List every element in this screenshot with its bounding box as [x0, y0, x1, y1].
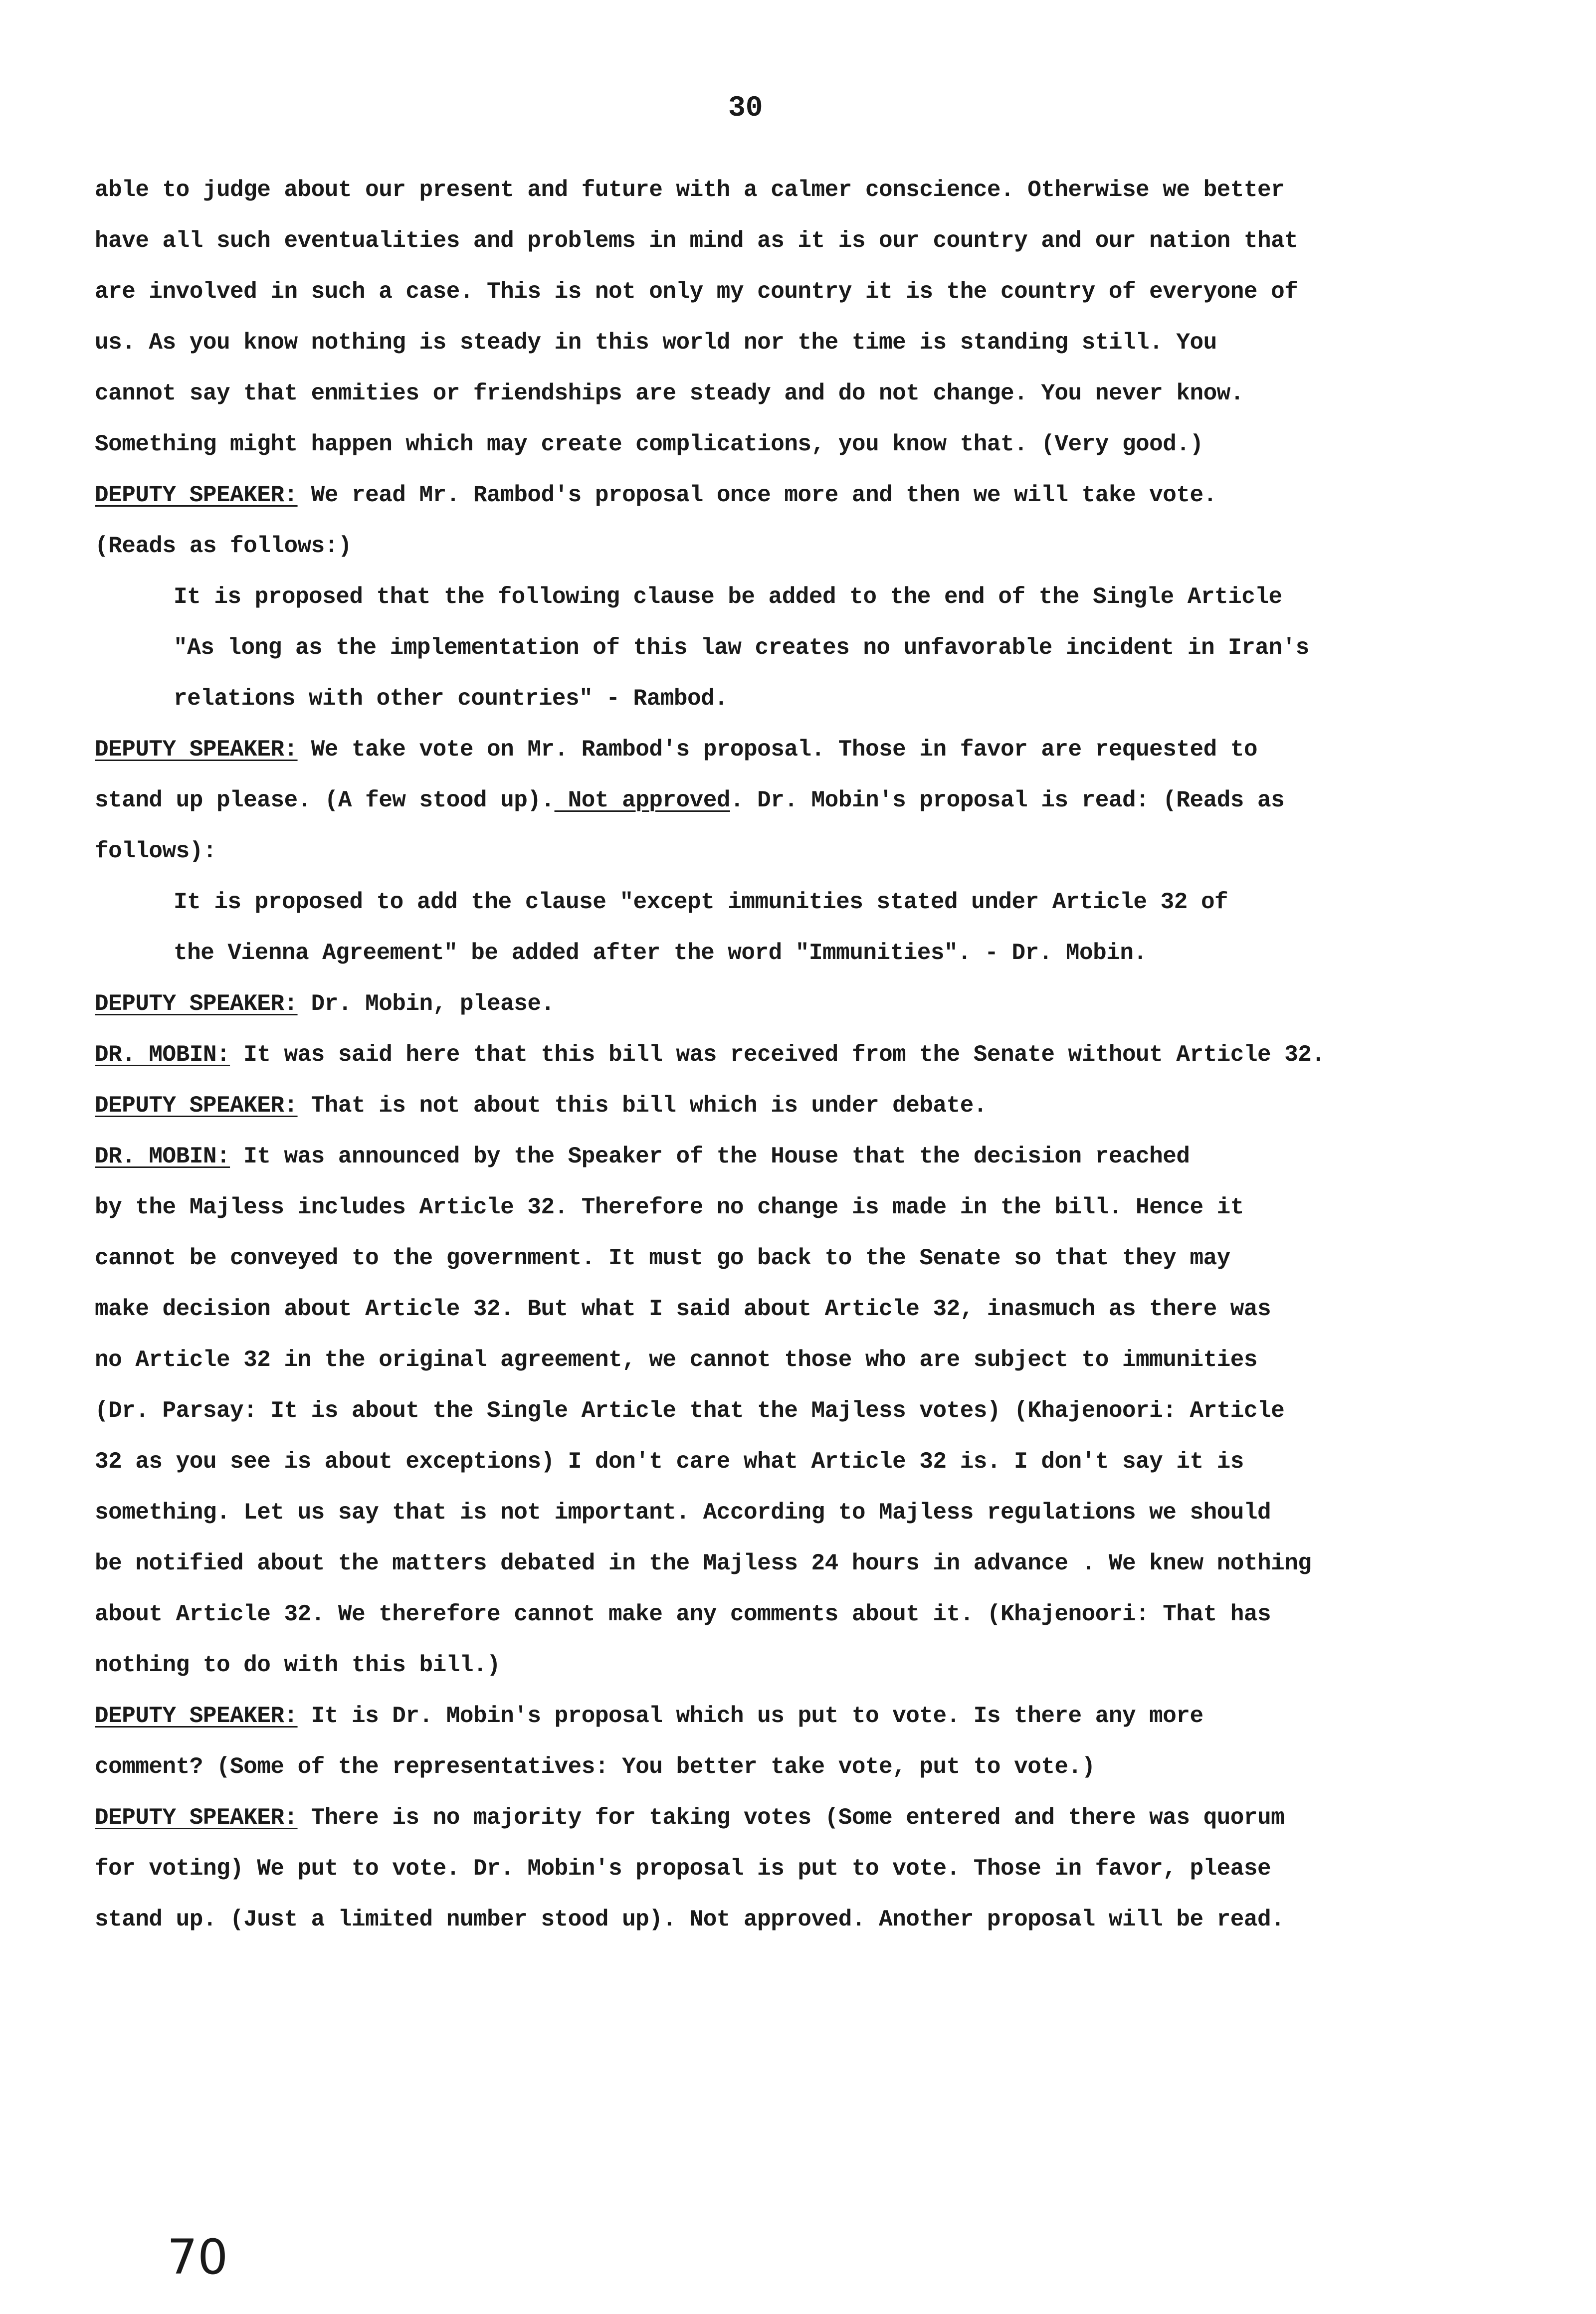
line-text: We read Mr. Rambod's proposal once more and then we will take vote. — [297, 482, 1217, 508]
text-line — [95, 215, 1506, 266]
line-text: It is proposed that the following clause be added to the end of the Single Article — [174, 584, 1282, 610]
line-text: Something might happen which may create complications, you know that. (Very good.) — [95, 431, 1203, 457]
line-text: It was announced by the Speaker of the House that the decision reached — [230, 1144, 1190, 1169]
text-line — [95, 572, 1506, 622]
line-text: It is Dr. Mobin's proposal which us put to vote. Is there any more — [297, 1703, 1203, 1729]
line-text: That is not about this bill which is under debate. — [297, 1093, 987, 1119]
text-line — [95, 622, 1506, 673]
speaker-label: DEPUTY SPEAKER: — [95, 482, 298, 508]
line-text: no Article 32 in the original agreement, we cannot those who are subject to immunities — [95, 1347, 1257, 1373]
text-line — [95, 266, 1506, 317]
line-text: are involved in such a case. This is not only my country it is the country of everyone of — [95, 279, 1298, 305]
line-text: the Vienna Agreement" be added after the word "Immunities". - Dr. Mobin. — [174, 940, 1147, 966]
text-line — [95, 1792, 1506, 1843]
page-number: 30 — [728, 92, 763, 125]
line-text: be notified about the matters debated in the Majless 24 hours in advance . We knew nothing — [95, 1550, 1312, 1576]
speaker-label: DEPUTY SPEAKER: — [95, 1703, 298, 1729]
line-text: about Article 32. We therefore cannot make any comments about it. (Khajenoori: That has — [95, 1601, 1271, 1627]
line-text: cannot be conveyed to the government. It must go back to the Senate so that they may — [95, 1245, 1230, 1271]
text-line — [95, 521, 1506, 572]
line-text: stand up. (Just a limited number stood up). Not approved. Another proposal will be read. — [95, 1907, 1285, 1932]
speaker-label: DEPUTY SPEAKER: — [95, 1093, 298, 1119]
line-text: for voting) We put to vote. Dr. Mobin's proposal is put to vote. Those in favor, please — [95, 1856, 1271, 1882]
speaker-label: DEPUTY SPEAKER: — [95, 737, 298, 763]
text-line — [95, 1335, 1506, 1385]
line-text: by the Majless includes Article 32. Therefore no change is made in the bill. Hence it — [95, 1194, 1244, 1220]
footer-page-number: 70 — [167, 2229, 228, 2285]
text-line — [95, 1080, 1506, 1131]
text-line — [95, 978, 1506, 1029]
text-line — [95, 1284, 1506, 1335]
text-line — [95, 1538, 1506, 1589]
text-line — [95, 673, 1506, 724]
underlined-text: Not approved — [554, 787, 730, 813]
speaker-label: DR. MOBIN: — [95, 1144, 230, 1169]
speaker-label: DEPUTY SPEAKER: — [95, 1805, 298, 1831]
text-line — [95, 877, 1506, 928]
text-line — [95, 470, 1506, 521]
line-text: have all such eventualities and problems in mind as it is our country and our nation that — [95, 228, 1298, 254]
line-text: make decision about Article 32. But what I said about Article 32, inasmuch as there was — [95, 1296, 1271, 1322]
line-text: stand up please. (A few stood up). — [95, 787, 555, 813]
transcript-body — [95, 165, 1506, 1945]
text-line — [95, 1741, 1506, 1792]
text-line — [95, 1691, 1506, 1741]
line-text: Dr. Mobin, please. — [297, 991, 555, 1017]
text-line — [95, 1131, 1506, 1182]
text-line — [95, 1029, 1506, 1080]
text-line — [95, 724, 1506, 775]
line-text: It was said here that this bill was received from the Senate without Article 32. — [230, 1042, 1325, 1068]
line-text: (Reads as follows:) — [95, 533, 352, 559]
text-line — [95, 1182, 1506, 1233]
text-line — [95, 317, 1506, 368]
text-line — [95, 1894, 1506, 1945]
line-text: follows): — [95, 838, 216, 864]
text-line — [95, 419, 1506, 470]
text-line — [95, 826, 1506, 877]
text-line — [95, 1487, 1506, 1538]
text-line — [95, 928, 1506, 978]
text-line — [95, 368, 1506, 419]
line-text: comment? (Some of the representatives: You better take vote, put to vote.) — [95, 1754, 1095, 1780]
text-line — [95, 1385, 1506, 1436]
line-text: 32 as you see is about exceptions) I don't care what Article 32 is. I don't say it is — [95, 1449, 1244, 1475]
text-line — [95, 1589, 1506, 1640]
speaker-label: DEPUTY SPEAKER: — [95, 991, 298, 1017]
line-text: able to judge about our present and future with a calmer conscience. Otherwise we better — [95, 177, 1285, 203]
text-line — [95, 1436, 1506, 1487]
line-text: cannot say that enmities or friendships are steady and do not change. You never know. — [95, 381, 1244, 406]
line-text: "As long as the implementation of this law creates no unfavorable incident in Iran's — [174, 635, 1309, 661]
speaker-label: DR. MOBIN: — [95, 1042, 230, 1068]
text-line — [95, 1843, 1506, 1894]
text-line — [95, 165, 1506, 215]
line-text: relations with other countries" - Rambod. — [174, 686, 728, 712]
line-text: nothing to do with this bill.) — [95, 1652, 501, 1678]
line-text: something. Let us say that is not important. According to Majless regulations we should — [95, 1500, 1271, 1526]
text-line — [95, 775, 1506, 826]
line-text: (Dr. Parsay: It is about the Single Article that the Majless votes) (Khajenoori: Article — [95, 1398, 1285, 1424]
text-line — [95, 1640, 1506, 1691]
line-text: us. As you know nothing is steady in this world nor the time is standing still. You — [95, 330, 1217, 356]
text-line — [95, 1233, 1506, 1284]
line-text: It is proposed to add the clause "except immunities stated under Article 32 of — [174, 889, 1228, 915]
line-text: There is no majority for taking votes (Some entered and there was quorum — [297, 1805, 1285, 1831]
line-text: We take vote on Mr. Rambod's proposal. Those in favor are requested to — [297, 737, 1257, 763]
line-text: . Dr. Mobin's proposal is read: (Reads as — [730, 787, 1285, 813]
